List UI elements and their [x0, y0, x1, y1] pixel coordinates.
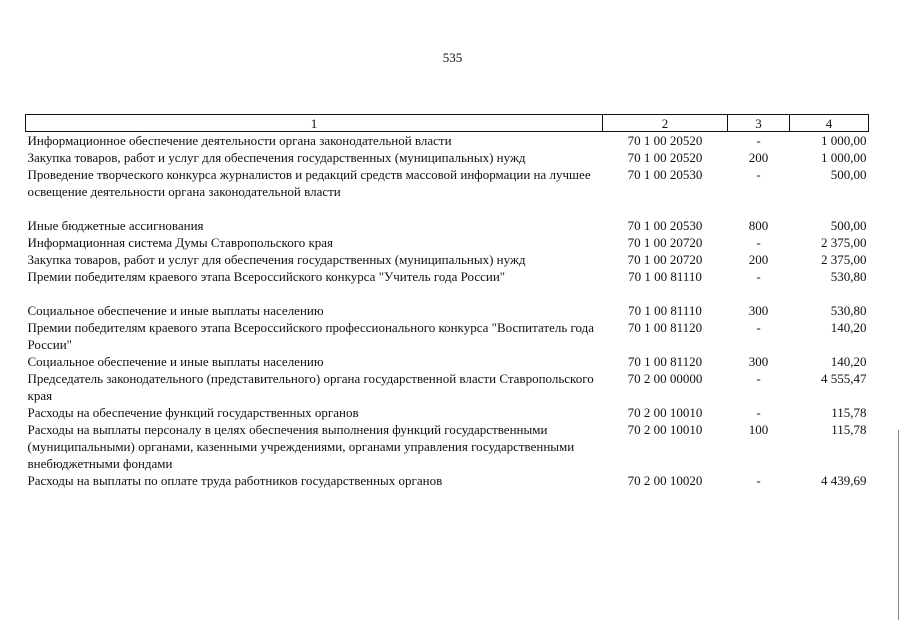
row-code: 70 1 00 20530 — [627, 167, 703, 182]
row-sum: 1 000,00 — [821, 150, 867, 165]
row-name: Социальное обеспечение и иные выплаты населению — [27, 354, 324, 369]
table-row — [26, 132, 869, 150]
table-row — [26, 149, 869, 166]
row-name: Расходы на обеспечение функций государственных органов — [27, 405, 359, 420]
row-code: 70 1 00 81110 — [628, 303, 702, 318]
table-row — [26, 251, 869, 268]
row-name: Закупка товаров, работ и услуг для обеспечения государственных (муниципальных) нужд — [27, 252, 526, 267]
header-col-sum: 4 — [790, 115, 869, 132]
row-code: 70 1 00 20530 — [627, 218, 703, 233]
row-sum: 530,80 — [830, 269, 867, 284]
row-name: Расходы на выплаты по оплате труда работников государственных органов — [27, 473, 443, 488]
row-name: Проведение творческого конкурса журналистов и редакций средств массовой информации на лучшее освещение деятельности органа законодательной власти — [27, 167, 591, 199]
row-name: Иные бюджетные ассигнования — [27, 218, 204, 233]
row-code: 70 1 00 20520 — [627, 133, 703, 148]
row-code: 70 2 00 10020 — [627, 473, 703, 488]
header-col-type: 3 — [728, 115, 790, 132]
row-name: Председатель законодательного (представительного) органа государственной власти Ставропольского края — [27, 371, 594, 403]
row-type: 300 — [748, 354, 769, 369]
scan-edge-line — [898, 430, 899, 620]
row-sum: 2 375,00 — [821, 252, 867, 267]
row-type: - — [756, 167, 761, 182]
row-code: 70 2 00 10010 — [627, 422, 703, 437]
header-col-code: 2 — [603, 115, 728, 132]
row-type: - — [756, 405, 761, 420]
table-row — [26, 319, 869, 353]
table-row — [26, 353, 869, 370]
row-sum: 115,78 — [831, 422, 867, 437]
table-row — [26, 302, 869, 319]
row-name: Закупка товаров, работ и услуг для обеспечения государственных (муниципальных) нужд — [27, 150, 526, 165]
row-sum: 2 375,00 — [821, 235, 867, 250]
row-type: - — [756, 320, 761, 335]
row-sum: 1 000,00 — [821, 133, 867, 148]
table-header — [26, 115, 869, 132]
row-type: 300 — [748, 303, 769, 318]
row-type: 100 — [748, 422, 769, 437]
row-name: Информационное обеспечение деятельности органа законодательной власти — [27, 133, 452, 148]
row-type: 200 — [748, 150, 769, 165]
row-code: 70 1 00 20720 — [627, 235, 703, 250]
row-type: - — [756, 235, 761, 250]
row-code: 70 1 00 20720 — [627, 252, 703, 267]
header-row — [26, 115, 869, 132]
table-row — [26, 472, 869, 489]
row-sum: 140,20 — [830, 354, 867, 369]
row-name: Премии победителям краевого этапа Всероссийского конкурса "Учитель года России" — [27, 269, 506, 284]
row-sum: 500,00 — [830, 167, 867, 182]
row-type: 200 — [748, 252, 769, 267]
row-code: 70 1 00 81120 — [627, 354, 703, 369]
table-row — [26, 421, 869, 472]
row-name: Информационная система Думы Ставропольского края — [27, 235, 334, 250]
row-sum: 500,00 — [830, 218, 867, 233]
table-body — [26, 132, 869, 490]
row-type: 800 — [748, 218, 769, 233]
row-sum: 115,78 — [831, 405, 867, 420]
table-row — [26, 217, 869, 234]
row-code: 70 1 00 20520 — [627, 150, 703, 165]
row-name: Расходы на выплаты персоналу в целях обеспечения выполнения функций государственными (муниципальными) органами, казенными учреждениями, органами управления государственными внебюджетными фондами — [27, 422, 575, 471]
row-type: - — [756, 269, 761, 284]
row-type: - — [756, 133, 761, 148]
table-row — [26, 370, 869, 404]
header-col-name: 1 — [26, 115, 603, 132]
row-code: 70 2 00 10010 — [627, 405, 703, 420]
row-sum: 530,80 — [830, 303, 867, 318]
row-name: Социальное обеспечение и иные выплаты населению — [27, 303, 324, 318]
table-row — [26, 234, 869, 251]
row-name: Премии победителям краевого этапа Всероссийского профессионального конкурса "Воспитатель года России" — [27, 320, 595, 352]
row-code: 70 1 00 81120 — [627, 320, 703, 335]
table-row — [26, 166, 869, 217]
row-type: - — [756, 473, 761, 488]
row-type: - — [756, 371, 761, 386]
table-row — [26, 404, 869, 421]
row-sum: 140,20 — [830, 320, 867, 335]
budget-table — [25, 114, 869, 489]
row-sum: 4 439,69 — [821, 473, 867, 488]
page-number: 535 — [442, 50, 463, 65]
row-code: 70 2 00 00000 — [627, 371, 703, 386]
table-row — [26, 268, 869, 302]
row-sum: 4 555,47 — [821, 371, 867, 386]
row-code: 70 1 00 81110 — [628, 269, 702, 284]
